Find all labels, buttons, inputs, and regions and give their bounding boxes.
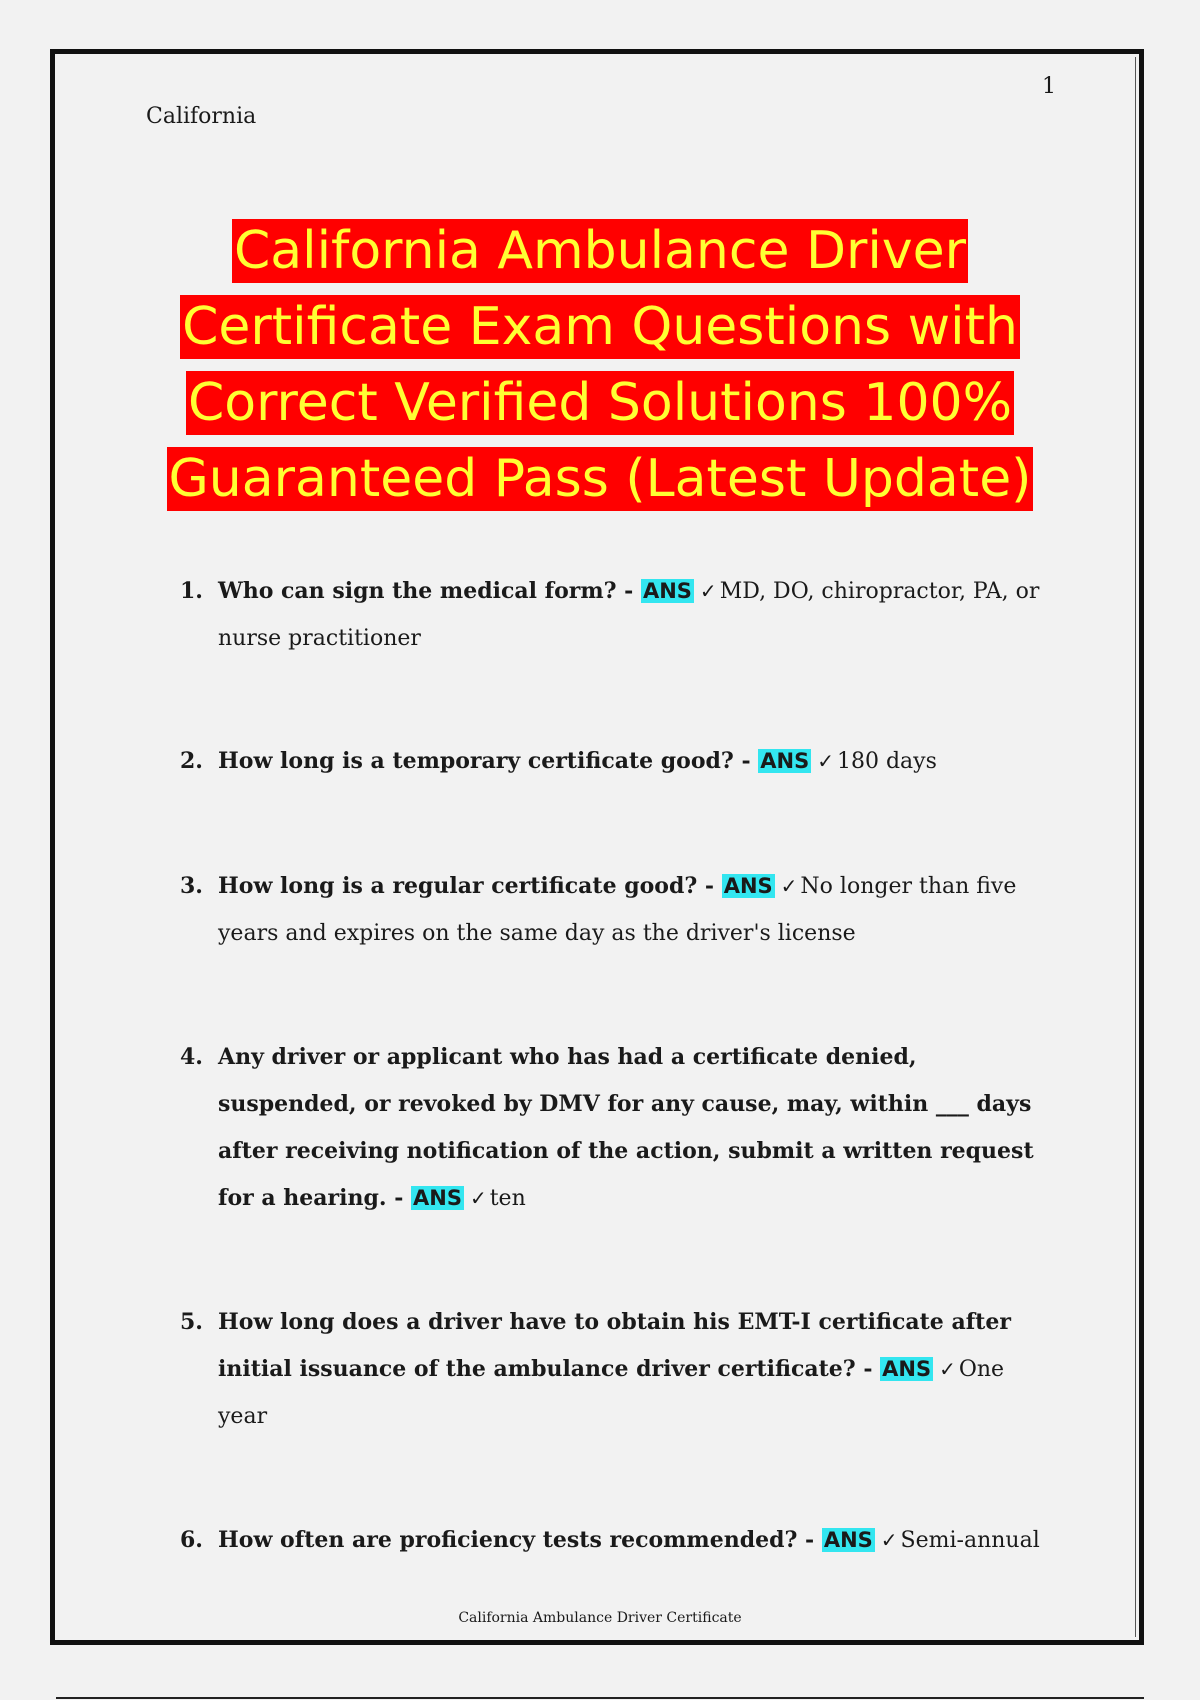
answer-text: Semi-annual (900, 1528, 1040, 1553)
question-separator: - (616, 578, 641, 604)
title-line-3: Correct Verified Solutions 100% (187, 373, 1013, 433)
page-border-inner-line (1135, 57, 1136, 1637)
question-item-4 (180, 1034, 1060, 1222)
ans-label: ANS (882, 1357, 932, 1381)
question-item-6 (180, 1517, 1060, 1564)
question-item-1 (180, 568, 1060, 662)
answer-text: No longer than five years and expires on the same day as the driver's license (218, 874, 1017, 946)
ans-label: ANS (413, 1186, 462, 1210)
question-text: How long does a driver have to obtain his EMT-I certificate after initial issuance of the ambulance driver certificate? (218, 1309, 1011, 1382)
question-number: 4. (180, 1044, 203, 1070)
running-header: California (146, 104, 257, 129)
question-number: 1. (180, 578, 203, 604)
question-text: Who can sign the medical form? (218, 578, 617, 604)
ans-label: ANS (760, 749, 810, 773)
question-separator: - (386, 1185, 411, 1211)
ans-label: ANS (642, 579, 692, 603)
ans-label: ANS (823, 1528, 873, 1552)
page-footer: California Ambulance Driver Certificate (458, 1610, 742, 1626)
checkmark-icon: ✓ (939, 1357, 956, 1381)
question-separator: - (855, 1356, 881, 1382)
title-line-4: Guaranteed Pass (Latest Update) (168, 449, 1032, 509)
page-number: 1 (1042, 74, 1056, 99)
question-text: How often are proficiency tests recommended? (218, 1527, 798, 1553)
document-title (100, 219, 1100, 523)
checkmark-icon: ✓ (699, 579, 717, 603)
checkmark-icon: ✓ (817, 749, 834, 773)
answer-text: One year (218, 1357, 1005, 1429)
checkmark-icon: ✓ (469, 1186, 487, 1210)
question-item-2 (180, 738, 1060, 785)
question-separator: - (697, 873, 722, 899)
question-number: 3. (180, 873, 203, 899)
answer-text: MD, DO, chiropractor, PA, or nurse practitioner (218, 579, 1040, 651)
checkmark-icon: ✓ (880, 1528, 898, 1552)
title-line-1: California Ambulance Driver (233, 221, 967, 281)
question-number: 5. (180, 1309, 203, 1335)
question-item-5 (180, 1299, 1060, 1440)
question-item-3 (180, 863, 1060, 957)
question-number: 2. (180, 748, 203, 774)
title-line-2: Certificate Exam Questions with (182, 297, 1018, 357)
question-separator: - (733, 748, 759, 774)
question-text: Any driver or applicant who has had a certificate denied, suspended, or revoked by DMV for any cause, may, within ___ days after receiving notification of the action, submit a written request for a hearing. (218, 1044, 1034, 1211)
question-list (180, 568, 1060, 1564)
answer-text: 180 days (836, 749, 937, 774)
bottom-divider (56, 1697, 1144, 1699)
answer-text: ten (489, 1186, 526, 1211)
ans-label: ANS (723, 874, 773, 898)
question-number: 6. (180, 1527, 203, 1553)
question-separator: - (797, 1527, 822, 1553)
question-text: How long is a temporary certificate good? (218, 748, 734, 774)
question-text: How long is a regular certificate good? (218, 873, 698, 899)
checkmark-icon: ✓ (780, 874, 798, 898)
